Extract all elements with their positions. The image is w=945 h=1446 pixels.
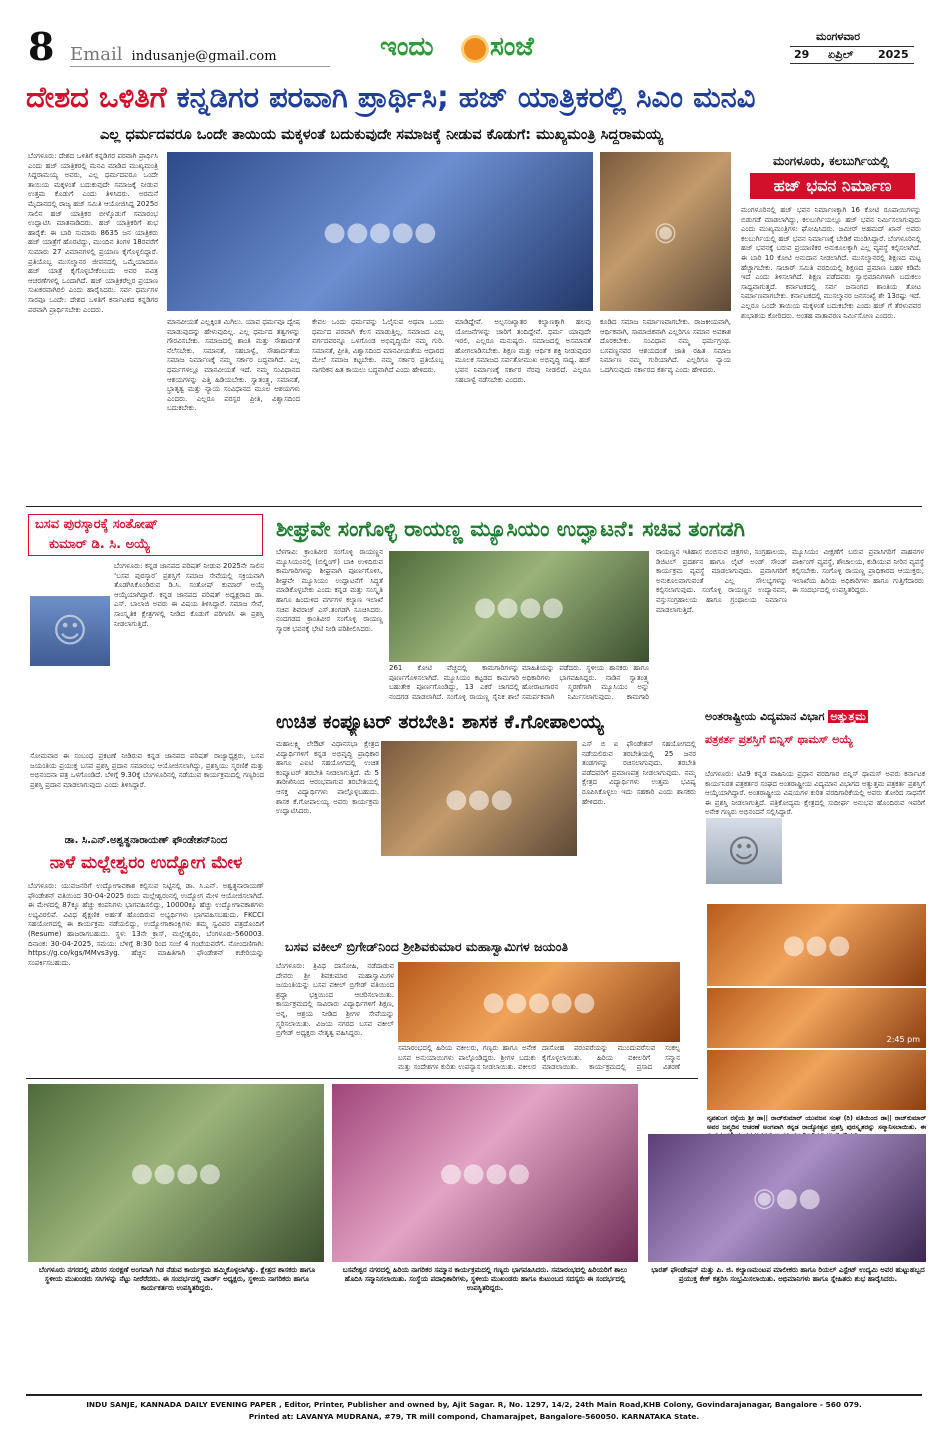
birthday-caption: ಭಾರತ್ ಫೌಂಡೇಷನ್ ಮತ್ತು ಪಿ. ಜಿ. ಕಲ್ಯಾಣಮಂಟಪ ಮಾಲೀಕರು ಹಾಗೂ ರಿಯಲ್ ಎಸ್ಟೇಟ್ ಉದ್ಯಮಿ ಅವರ ಹುಟ್ಟುಹಬ್ಬದ ಪ್ರಯುಕ್ತ ಕೇಕ್ ಕತ್ತರಿಸಿ ಸಂಭ್ರಮಿಸಲಾಯಿತು. ಅಭಿಮಾನಿಗಳು ಹಾಗೂ ಸ್ನೇಹಿತರು ಶುಭ ಹಾರೈಸಿದರು. [651, 1266, 925, 1283]
photo-timestamp: 2:45 pm [886, 1035, 920, 1044]
lead-column-4: ಮಾಡಿದ್ದೇವೆ. ಅಲ್ಪಸಂಖ್ಯಾತರ ಕಲ್ಯಾಣಕ್ಕಾಗಿ ಹಲವು ಯೋಜನೆಗಳನ್ನು ಜಾರಿಗೆ ತಂದಿದ್ದೇವೆ. ಧರ್ಮ ಯಾವುದೇ ಇರಲಿ, ಎಲ್ಲರೂ ಮನುಷ್ಯರು. ಸಮಾಜದಲ್ಲಿ ಅಸಮಾನತೆ ಹೋಗಲಾಡಿಸಬೇಕು. ಶಿಕ್ಷಣ ಮತ್ತು ಆರ್ಥಿಕ ಶಕ್ತಿ ನೀಡುವುದರ ಮೂಲಕ ಸಮಾಜದ ಸರ್ವತೋಮುಖ ಅಭಿವೃದ್ಧಿ ಸಾಧ್ಯ. ಹಜ್ ಭವನ ನಿರ್ಮಾಣಕ್ಕೆ ಸರ್ಕಾರ ನೆರವು ನೀಡಲಿದೆ. ಎಲ್ಲರೂ ಸಹಬಾಳ್ವೆ ನಡೆಸಬೇಕು ಎಂದರು. [455, 318, 591, 384]
shivakumar-column-1: ಬೆಂಗಳೂರು: ತ್ರಿವಿಧ ದಾಸೋಹಿ, ನಡೆದಾಡುವ ದೇವರು ಶ್ರೀ ಶಿವಕುಮಾರ ಮಹಾಸ್ವಾಮಿಗಳ ಜಯಂತಿಯನ್ನು ಬಸವ ವಕೀಲ್ ಬ್ರಿಗೇಡ್ ವತಿಯಿಂದ ಶ್ರದ್ಧಾ ಭಕ್ತಿಯಿಂದ ಆಚರಿಸಲಾಯಿತು. ಕಾರ್ಯಕ್ರಮದಲ್ಲಿ ಸಾವಿರಾರು ವಿದ್ಯಾರ್ಥಿಗಳಿಗೆ ಶಿಕ್ಷಣ, ಅನ್ನ, ಆಶ್ರಯ ನೀಡಿದ ಶ್ರೀಗಳ ಸೇವೆಯನ್ನು ಸ್ಮರಿಸಲಾಯಿತು. ವಿಜಯ ನಗರದ ಬಸವ ವಕೀಲ್ ಬ್ರಿಗೇಡ್ ಅಧ್ಯಕ್ಷರು ನೇತೃತ್ವ ವಹಿಸಿದ್ದರು. [276, 962, 394, 1038]
museum-column-1: ಬೆಳಗಾವಿ: ಕ್ರಾಂತಿವೀರ ಸಂಗೊಳ್ಳಿ ರಾಯಣ್ಣನ ಮ್ಯೂಸಿಯಂನಲ್ಲಿ (ಬಿಲ್ಡಿಂಗ್) ಬಾಕಿ ಉಳಿದಿರುವ ಕಾಮಗಾರಿಗಳನ್ನು ಶೀಘ್ರವಾಗಿ ಪೂರ್ಣಗೊಳಿಸಿ, ಶೀಘ್ರವೇ ಮ್ಯೂಸಿಯಂ ಉದ್ಘಾಟನೆಗೆ ಸಿದ್ಧತೆ ಮಾಡಿಕೊಳ್ಳಬೇಕು ಎಂದು ಕನ್ನಡ ಮತ್ತು ಸಂಸ್ಕೃತಿ ಹಾಗೂ ಹಿಂದುಳಿದ ವರ್ಗಗಳ ಕಲ್ಯಾಣ ಇಲಾಖೆ ಸಚಿವ ಶಿವರಾಜ್ ಎಸ್.ತಂಗಡಗಿ ಸೂಚಿಸಿದರು. ನಂದಗಡದ ಕ್ರಾಂತಿವೀರ ಸಂಗೊಳ್ಳಿ ರಾಯಣ್ಣ ಸ್ಮಾರಕ ಭವನಕ್ಕೆ ಭೇಟಿ ನೀಡಿ ಪರಿಶೀಲಿಸಿದರು. [276, 548, 383, 633]
computer-column-1: ಮಹಾಲಕ್ಷ್ಮಿ ಲೇಔಟ್ ವಿಧಾನಸಭಾ ಕ್ಷೇತ್ರದ ವಿದ್ಯಾರ್ಥಿಗಳಿಗೆ ಕನ್ನಡ ಅಭಿವೃದ್ಧಿ ಪ್ರಾಧಿಕಾರ ಹಾಗೂ ಎಐಟಿ ಸಹಯೋಗದಲ್ಲಿ ಉಚಿತ ಕಂಪ್ಯೂಟರ್ ತರಬೇತಿ ನೀಡಲಾಗುತ್ತಿದೆ. ಮೆ 5 ತಾರೀಖಿನಿಂದ ಆರಂಭವಾಗುವ ತರಬೇತಿಯಲ್ಲಿ ಆಸಕ್ತ ವಿದ್ಯಾರ್ಥಿಗಳು ಪಾಲ್ಗೊಳ್ಳಬಹುದು. ಶಾಸಕ ಕೆ.ಗೋಪಾಲಯ್ಯ ಅವರು ಕಾರ್ಯಕ್ರಮ ಉದ್ಘಾಟಿಸಿದರು. [276, 740, 379, 816]
udyoga-headline: ನಾಳೆ ಮಲ್ಲೇಶ್ವರಂ ಉದ್ಯೋಗ ಮೇಳ [49, 853, 243, 873]
group-photo-icon: ●●●● [439, 1158, 531, 1188]
person-icon: ☺ [727, 832, 761, 870]
basava-body-2: ಸೋಮವಾರ ಈ ಸಂಬಂಧ ಪ್ರಕಟಣೆ ನೀಡಿರುವ ಕನ್ನಡ ಜಾನಪದ ಪರಿಷತ್ ರಾಜ್ಯಾಧ್ಯಕ್ಷರು, ಬಸವ ಜಯಂತಿಯ ಪ್ರಯುಕ್ತ ಬಸವ ಪ್ರಶಸ್ತಿ ಪ್ರದಾನ ಸಮಾರಂಭ ಆಯೋಜಿಸಲಾಗಿದ್ದು, ಪ್ರಶಸ್ತಿಯು ಸ್ಮರಣಿಕೆ ಮತ್ತು ಅಭಿನಂದನಾ ಪತ್ರ ಒಳಗೊಂಡಿದೆ. ಬೆಳಿಗ್ಗೆ 9.30ಕ್ಕೆ ಬೆಂಗಳೂರಿನಲ್ಲಿ ನಡೆಯುವ ಕಾರ್ಯಕ್ರಮದಲ್ಲಿ ಗಣ್ಯರಿಂದ ಪ್ರಶಸ್ತಿ ಪ್ರದಾನ ಮಾಡಲಾಗುವುದು ಎಂದು ತಿಳಿಸಿದ್ದಾರೆ. [30, 752, 264, 789]
rajkumar-caption: ನೃಪತುಂಗ ರಸ್ತೆಯ ಶ್ರೀ ಡಾ|| ರಾಜ್‌ಕುಮಾರ್ ಯುವಜನ ಸಂಘ (ರಿ) ವತಿಯಿಂದ ಡಾ|| ರಾಜ್‌ಕುಮಾರ್ ಅವರ ಜನ್ಮದಿನ ಆಚರಣೆ ಅಂಗವಾಗಿ ಕನ್ನಡ ರಾಜ್ಯೋತ್ಸವ ಪ್ರಶಸ್ತಿ ಪುರಸ್ಕೃತರನ್ನು ಸನ್ಮಾನಿಸಲಾಯಿತು. ಈ [707, 1114, 926, 1131]
museum-visit-photo [389, 551, 649, 662]
date-month: ಏಪ್ರಿಲ್ [828, 48, 854, 61]
basava-headline-box [28, 514, 263, 556]
iaj-headline-part2: ಅತ್ಯುತ್ತಮ [830, 710, 866, 723]
lead-column-3: ಕೇವಲ ಒಂದು ಧರ್ಮವನ್ನು ಓಲೈಸುವ ಅಥವಾ ಒಂದು ಧರ್ಮದ ಪರವಾಗಿ ಕೆಲಸ ಮಾಡುತ್ತಿಲ್ಲ. ಸಮಾಜದ ಎಲ್ಲ ವರ್ಗದವರನ್ನೂ ಒಳಗೊಂಡ ಅಭಿವೃದ್ಧಿಯೇ ನಮ್ಮ ಗುರಿ. ಸಮಾನತೆ, ಪ್ರೀತಿ, ವಿಶ್ವಾಸದಿಂದ ಮಾನವೀಯತೆಯ ಆಧಾರದ ಮೇಲೆ ಸಮಾಜ ಕಟ್ಟಬೇಕು. ನಮ್ಮ ಸರ್ಕಾರ ಪ್ರತಿಯೊಬ್ಬ ನಾಗರಿಕನ ಹಿತ ಕಾಯಲು ಬದ್ಧವಾಗಿದೆ ಎಂದು ಹೇಳಿದರು. [312, 318, 444, 374]
birthday-celebration-photo [648, 1134, 926, 1262]
sun-icon [464, 38, 486, 60]
tree-planting-caption: ಬೆಂಗಳೂರು ನಗರದಲ್ಲಿ ಪರಿಸರ ಸಂರಕ್ಷಣೆ ಅಂಗವಾಗಿ ಗಿಡ ನೆಡುವ ಕಾರ್ಯಕ್ರಮ ಹಮ್ಮಿಕೊಳ್ಳಲಾಗಿತ್ತು. ಕ್ಷೇತ್ರದ ಶಾಸಕರು ಹಾಗೂ ಸ್ಥಳೀಯ ಮುಖಂಡರು ಸಸಿಗಳನ್ನು ನೆಟ್ಟು ನೀರೆರೆದರು. ಈ ಸಂದರ್ಭದಲ್ಲಿ ವಾರ್ಡ್ ಅಧ್ಯಕ್ಷರು, ಸ್ಥಳೀಯ ನಾಗರಿಕರು ಹಾಗೂ ಕಾರ್ಯಕರ್ತರು ಉಪಸ್ಥಿತರಿದ್ದರು. [38, 1266, 316, 1292]
senior-felicitation-caption: ಬಸವೇಶ್ವರ ನಗರದಲ್ಲಿ ಹಿರಿಯ ನಾಗರಿಕರ ಸಮ್ಮಾನ ಕಾರ್ಯಕ್ರಮದಲ್ಲಿ ಗಣ್ಯರು ಭಾಗವಹಿಸಿದರು. ಸಮಾರಂಭದಲ್ಲಿ ಹಿರಿಯರಿಗೆ ಶಾಲು ಹೊದಿಸಿ ಸನ್ಮಾನಿಸಲಾಯಿತು. ಸಂಸ್ಥೆಯ ಪದಾಧಿಕಾರಿಗಳು, ಸ್ಥಳೀಯ ಮುಖಂಡರು ಹಾಗೂ ಕುಟುಂಬದ ಸದಸ್ಯರು ಈ ಸಂದರ್ಭದಲ್ಲಿ ಉಪಸ್ಥಿತರಿದ್ದರು. [342, 1266, 628, 1292]
newspaper-logo [380, 30, 560, 74]
email-label: Email [70, 44, 123, 65]
computer-column-2: ಎಸ್ ಬಿ ಐ ಫೌಂಡೇಶನ್ ಸಹಯೋಗದಲ್ಲಿ ನಡೆಯಲಿರುವ ತರಬೇತಿಯಲ್ಲಿ 25 ಜನರ ತಂಡಗಳನ್ನು ರಚಿಸಲಾಗುವುದು. ತರಬೇತಿ ಪಡೆದವರಿಗೆ ಪ್ರಮಾಣಪತ್ರ ನೀಡಲಾಗುವುದು. ನಮ್ಮ ಕ್ಷೇತ್ರದ ವಿದ್ಯಾರ್ಥಿಗಳು ಉತ್ತಮ ಭವಿಷ್ಯ ರೂಪಿಸಿಕೊಳ್ಳಲು ಇದು ಸಹಕಾರಿ ಎಂದು ಶಾಸಕರು ಹೇಳಿದರು. [582, 740, 696, 806]
lead-headline [26, 78, 926, 118]
iaj-headline-line1 [705, 708, 925, 726]
senior-felicitation-photo [332, 1084, 638, 1262]
group-photo-icon: ●●●●● [482, 987, 596, 1017]
iaj-body: ಬೆಂಗಳೂರು: ಟಿವಿ9 ಕನ್ನಡ ವಾಹಿನಿಯ ಪ್ರಧಾನ ವರದಿಗಾರ ಬಿನ್ನಿಸ್ ಥಾಮಸ್ ಅವರು ಕರ್ನಾಟಕ ಕಾರ್ಯನಿರತ ಪತ್ರಕರ್ತರ ಸಂಘದ ಅಂತರಾಷ್ಟ್ರೀಯ ವಿದ್ಯಮಾನ ವಿಭಾಗದ ಅತ್ಯುತ್ತಮ ಪತ್ರಕರ್ತ ಪ್ರಶಸ್ತಿಗೆ ಆಯ್ಕೆಯಾಗಿದ್ದಾರೆ. ಅಂತರಾಷ್ಟ್ರೀಯ ವಿಷಯಗಳ ಕುರಿತ ವರದಿಗಾರಿಕೆಯಲ್ಲಿ ಅವರು ತೋರಿದ ಸಾಧನೆಗೆ ಈ ಪ್ರಶಸ್ತಿ ನೀಡಲಾಗುತ್ತಿದೆ. ಪತ್ರಿಕೋದ್ಯಮ ಕ್ಷೇತ್ರದಲ್ಲಿ ಸುದೀರ್ಘ ಅನುಭವ ಹೊಂದಿರುವ ಇವರಿಗೆ ಅನೇಕ ಗಣ್ಯರು ಅಭಿನಂದನೆ ಸಲ್ಲಿಸಿದ್ದಾರೆ. [705, 770, 925, 817]
email-address[interactable]: indusanje@gmail.com [131, 49, 277, 64]
group-photo-icon: ●●●●● [323, 216, 437, 247]
footer-rule [26, 1394, 922, 1396]
weekday: ಮಂಗಳವಾರ [816, 30, 861, 43]
basava-headline-line2: ಕುಮಾರ್ ಡಿ. ಸಿ. ಅಯ್ಯೆ [49, 537, 151, 552]
museum-column-3: ಮಾಹಿತಿಯನ್ನು ಪಡೆದರು. ಸ್ಥಳೀಯ ಶಾಸಕರು ಹಾಗೂ ಅಧಿಕಾರಿಗಳು ಭಾಗವಹಿಸಿದ್ದರು. ನಾಡಿನ ಸ್ವಾತಂತ್ರ್ಯ ಹೋರಾಟಗಾರನ ಸ್ಮರಣೆಗಾಗಿ ಮ್ಯೂಸಿಯಂ ಅನ್ನು ಸಮರ್ಪಕವಾಗಿ ನಿರ್ಮಿಸಲಾಗುವುದು. ಕಾಮಗಾರಿ [522, 664, 649, 701]
museum-column-2: 261 ಕೋಟಿ ವೆಚ್ಚದಲ್ಲಿ ಕಾಮಗಾರಿಗಳನ್ನು ಪೂರ್ಣಗೊಳಿಸಲಾಗಿದೆ. ಮ್ಯೂಸಿಯಂ ಕಟ್ಟಡದ ಕಾಮಗಾರಿ ಬಹುತೇಕ ಪೂರ್ಣಗೊಂಡಿದ್ದು, 13 ಎಕರೆ ಜಾಗದಲ್ಲಿ ನಂದಗಡ ಮಾಡಲಾಗಿದೆ. ಸಂಗೊಳ್ಳಿ ರಾಯಣ್ಣ ಸೈನಿಕ ಶಾಲೆ [389, 664, 519, 701]
rajkumar-collage-photo-3 [707, 1050, 926, 1110]
hajbhavan-body: ಮಂಗಳೂರಿನಲ್ಲಿ ಹಜ್ ಭವನ ನಿರ್ಮಾಣಕ್ಕಾಗಿ 16 ಕೋಟಿ ರೂಪಾಯಿಗಳನ್ನು ಬಿಡುಗಡೆ ಮಾಡಲಾಗಿದ್ದು, ಕಲಬುರ್ಗಿಯಲ್ಲೂ ಹಜ್ ಭವನ ನಿರ್ಮಿಸಲಾಗುವುದು ಎಂದು ಮುಖ್ಯಮಂತ್ರಿಗಳು ಘೋಷಿಸಿದರು. ಜಮೀರ್ ಅಹಮದ್ ಖಾನ್ ಅವರು ಕಲಬುರ್ಗಿಯಲ್ಲಿ ಹಜ್ ಭವನ ನಿರ್ಮಾಣಕ್ಕೆ ಬೇಡಿಕೆ ಮಂಡಿಸಿದ್ದಾರೆ. ಬೆಂಗಳೂರಿನಲ್ಲಿ ಹಜ್ ಭವನಕ್ಕೆ ಬರುವ ಪ್ರಯಾಣಿಕರ ಅನುಕೂಲಕ್ಕಾಗಿ ಎಲ್ಲ ವ್ಯವಸ್ಥೆ ಕಲ್ಪಿಸಲಾಗಿದೆ. ಈ ಬಾರಿ 10 ಕೋಟಿ ಅನುದಾನ ನೀಡಲಾಗಿದೆ. ಮುಸಲ್ಮಾನರಲ್ಲಿ ಶಿಕ್ಷಣದ ಮಟ್ಟ ಹೆಚ್ಚಾಗಬೇಕು. ಸಾಚಾರ್ ಸಮಿತಿ ವರದಿಯಲ್ಲಿ ಶಿಕ್ಷಣದ ಪ್ರಮಾಣ ಬಹಳ ಕಡಿಮೆ ಇದೆ ಎಂದು ತಿಳಿಸಲಾಗಿದೆ. ಶಿಕ್ಷಣ ಪಡೆದವರು ಸ್ವಾಭಿಮಾನಿಗಳಾಗಿ ಬದುಕಲು ಸಾಧ್ಯವಾಗುತ್ತದೆ. ಕರ್ನಾಟಕದಲ್ಲಿ ಸರ್ವ ಜನಾಂಗದ ಶಾಂತಿಯ ತೋಟ ನಿರ್ಮಾಣವಾಗಬೇಕು. ಕರ್ನಾಟಕದಲ್ಲಿ ಮುಸಲ್ಮಾನರ ಜನಸಂಖ್ಯೆ ಶೇ 13ರಷ್ಟು ಇದೆ. ಎಲ್ಲರೂ ಒಂದೇ ತಾಯಿಯ ಮಕ್ಕಳಂತೆ ಬದುಕಬೇಕು ಎಂದು ಹಜ್ ಗೆ ತೆರಳುವವರ ಶುಭಾಶಯ ಕೋರಿದರು. ಅಂತಹ ವಾತಾವರಣ ನಿರ್ಮಿಸೋಣ ಎಂದರು. [741, 206, 921, 320]
udyoga-kicker: ಡಾ. ಸಿ.ಎನ್.ಅಶ್ವತ್ಥನಾರಾಯಣ್ ಫೌಂಡೇಶನ್‌ನಿಂದ [64, 835, 228, 846]
rajkumar-collage-photo-1 [707, 904, 926, 986]
iaj-headline-part4: ಬಿನ್ನಿಸ್ ಥಾಮಸ್ ಅಯ್ಯೆ [769, 733, 854, 746]
logo-left-text: ಇಂದು [380, 32, 434, 62]
iaj-headline-box [705, 708, 925, 768]
lead-column-2: ಮಾನವೀಯತೆ ಎಲ್ಲಕ್ಕಿಂತ ಮಿಗಿಲು. ಯಾವ ಧರ್ಮವೂ ದ್ವೇಷ ಮಾಡುವುದನ್ನು ಹೇಳುವುದಿಲ್ಲ. ಎಲ್ಲ ಧರ್ಮದ ತತ್ವಗಳನ್ನು ಗೌರವಿಸಬೇಕು. ಸಮಾಜದಲ್ಲಿ ಶಾಂತಿ ಮತ್ತು ಸೌಹಾರ್ದತೆ ನೆಲೆಸಬೇಕು. ಸಮಾನತೆ, ಸಹಬಾಳ್ವೆ, ಸೌಹಾರ್ದತೆಯ ಸಮಾಜ ನಿರ್ಮಾಣಕ್ಕೆ ನಮ್ಮ ಸರ್ಕಾರ ಬದ್ಧವಾಗಿದೆ. ಎಲ್ಲ ಧರ್ಮಗಳಲ್ಲೂ ಮಾನವೀಯತೆ ಇದೆ. ನಮ್ಮ ಸಂವಿಧಾನದ ಆಶಯಗಳನ್ನು ಎತ್ತಿ ಹಿಡಿಯಬೇಕು. ಸ್ವಾತಂತ್ರ್ಯ, ಸಮಾನತೆ, ಭ್ರಾತೃತ್ವ ಮತ್ತು ನ್ಯಾಯ ಸಂವಿಧಾನದ ಮೂಲ ಆಶಯಗಳು ಎಂದರು. ಎಲ್ಲರೂ ಪರಸ್ಪರ ಪ್ರೀತಿ, ವಿಶ್ವಾಸದಿಂದ ಬದುಕಬೇಕು. [167, 318, 300, 413]
shivakumar-column-2: ಸಮಾರಂಭದಲ್ಲಿ ಹಿರಿಯ ವಕೀಲರು, ಗಣ್ಯರು ಹಾಗೂ ಅನೇಕ ಬಸವ ಅನುಯಾಯಿಗಳು ಪಾಲ್ಗೊಂಡಿದ್ದರು. ಶ್ರೀಗಳ ಬದುಕು ಮತ್ತು ಸಂದೇಶಗಳ ಕುರಿತು ಉಪನ್ಯಾಸ ನೀಡಲಾಯಿತು. ವಕೀಲರ [398, 1044, 536, 1072]
museum-column-5: ಮ್ಯೂಸಿಯಂ ವೀಕ್ಷಣೆಗೆ ಬರುವ ಪ್ರವಾಸಿಗರಿಗೆ ವಾಹನಗಳ ಪಾರ್ಕಿಂಗ್ ವ್ಯವಸ್ಥೆ, ಶೌಚಾಲಯ, ಕುಡಿಯುವ ನೀರಿನ ವ್ಯವಸ್ಥೆ ಕಲ್ಪಿಸಬೇಕು. ಸಂಗೊಳ್ಳಿ ರಾಯಣ್ಣ ಪ್ರಾಧಿಕಾರದ ಆಯುಕ್ತರು, ಇಲಾಖೆಯ ಹಿರಿಯ ಅಧಿಕಾರಿಗಳು ಹಾಗೂ ಗುತ್ತಿಗೆದಾರರು ಈ ಸಂದರ್ಭದಲ್ಲಿ ಉಪಸ್ಥಿತರಿದ್ದರು. [792, 548, 924, 595]
basava-body-1: ಬೆಂಗಳೂರು: ಕನ್ನಡ ಜಾನಪದ ಪರಿಷತ್ ನೀಡುವ 2025ನೇ ಸಾಲಿನ ‘ಬಸವ ಪುರಸ್ಕಾರ’ ಪ್ರಶಸ್ತಿಗೆ ಸಮಾಜ ಸೇವೆಯಲ್ಲಿ ಸಕ್ರಿಯವಾಗಿ ತೊಡಗಿಸಿಕೊಂಡಿರುವ ಡಿ.ಸಿ. ಸಂತೋಷ್ ಕುಮಾರ್ ಅಯ್ಯೆ ಆಯ್ಕೆಯಾಗಿದ್ದಾರೆ. ಕನ್ನಡ ಜಾನಪದ ಪರಿಷತ್ ಅಧ್ಯಕ್ಷರಾದ ಡಾ. ಎಸ್. ಬಾಲಾಜಿ ಅವರು ಈ ವಿಷಯ ತಿಳಿಸಿದ್ದಾರೆ. ಸಮಾಜ ಸೇವೆ, ಸಾಂಸ್ಕೃತಿಕ ಕ್ಷೇತ್ರಗಳಲ್ಲಿ ನೀಡಿದ ಕೊಡುಗೆ ಪರಿಗಣಿಸಿ ಈ ಪ್ರಶಸ್ತಿ ನೀಡಲಾಗುತ್ತಿದೆ. [114, 562, 264, 628]
museum-column-4: ರಾಯಣ್ಣನ ಇತಿಹಾಸ ಬಿಂಬಿಸುವ ಚಿತ್ರಗಳು, ಸಂಗ್ರಹಾಲಯ, ಡಿಜಿಟಲ್ ಪ್ರದರ್ಶನ ಹಾಗೂ ಲೈಟ್ ಅಂಡ್ ಸೌಂಡ್ ಕಾರ್ಯಕ್ರಮ ವ್ಯವಸ್ಥೆ ಮಾಡಲಾಗುವುದು. ಪ್ರವಾಸಿಗರಿಗೆ ಅನುಕೂಲವಾಗುವಂತೆ ಎಲ್ಲ ಸೌಲಭ್ಯಗಳನ್ನು ಕಲ್ಪಿಸಲಾಗುವುದು. ಸಂಗೊಳ್ಳಿ ರಾಯಣ್ಣನ ಉದ್ಯಾನವನ, ವಸ್ತುಸಂಗ್ರಹಾಲಯ ಹಾಗೂ ಗ್ರಂಥಾಲಯ ನಿರ್ಮಾಣ ಮಾಡಲಾಗುತ್ತಿದೆ. [656, 548, 787, 614]
officials-photo-icon: ●●●● [473, 591, 565, 622]
museum-headline: ಶೀಘ್ರವೇ ಸಂಗೊಳ್ಳಿ ರಾಯಣ್ಣ ಮ್ಯೂಸಿಯಂ ಉದ್ಘಾಟನೆ: ಸಚಿವ ತಂಗಡಗಿ [276, 517, 745, 541]
footer-imprint-2: Printed at: LAVANYA MUDRANA, #79, TR mill compond, Chamarajpet, Bangalore-560050. KARNATAKA State. [248, 1412, 700, 1421]
hajbhavan-kicker: ಮಂಗಳೂರು, ಕಲಬುರ್ಗಿಯಲ್ಲಿ [772, 154, 890, 168]
group-photo-icon: ●●●● [130, 1158, 222, 1188]
lead-headline-red: ದೇಶದ ಒಳಿತಿಗೆ [26, 80, 167, 114]
logo-right-text: ಸಂಜೆ [490, 32, 534, 62]
date-day: 29 [794, 48, 810, 61]
santhosh-portrait [30, 596, 110, 666]
binnis-portrait [706, 818, 782, 884]
cake-icon: ◉●● [752, 1183, 822, 1213]
hajj-stage-photo [167, 152, 593, 311]
basava-headline-line1: ಬಸವ ಪುರಸ್ಕಾರಕ್ಕೆ ಸಂತೋಷ್ [35, 517, 158, 532]
email-line [70, 44, 330, 68]
shivakumar-headline: ಬಸವ ವಕೀಲ್ ಬ್ರಿಗೇಡ್‌ನಿಂದ ಶ್ರೀಶಿವಕುಮಾರ ಮಹಾಸ್ವಾಮಿಗಳ ಜಯಂತಿ [285, 939, 568, 954]
page-number: 8 [28, 27, 55, 67]
date-year: 2025 [878, 48, 909, 61]
section-divider [26, 1078, 698, 1079]
footer-imprint-1: INDU SANJE, KANNADA DAILY EVENING PAPER , Editor, Printer, Publisher and owned by, Ajit Sagar. R, No. 1297, 14/2, 24th Main Road,KHB Colony, Govindarajanagar, Bangalore - 560 079. [86, 1400, 862, 1409]
udyoga-body: ಬೆಂಗಳೂರು: ಯುವಜನರಿಗೆ ಉದ್ಯೋಗಾವಕಾಶ ಕಲ್ಪಿಸುವ ನಿಟ್ಟಿನಲ್ಲಿ ಡಾ. ಸಿ.ಎನ್. ಅಶ್ವತ್ಥನಾರಾಯಣ್ ಫೌಂಡೇಶನ್ ವತಿಯಿಂದ 30-04-2025 ರಂದು ಮಲ್ಲೇಶ್ವರಂನಲ್ಲಿ ಉದ್ಯೋಗ ಮೇಳ ಆಯೋಜಿಸಲಾಗಿದೆ. ಈ ಮೇಳದಲ್ಲಿ 87ಕ್ಕೂ ಹೆಚ್ಚು ಕಂಪನಿಗಳು ಭಾಗವಹಿಸಲಿದ್ದು, 10000ಕ್ಕೂ ಹೆಚ್ಚು ಉದ್ಯೋಗಾವಕಾಶಗಳು ಲಭ್ಯವಿರಲಿವೆ. ವಿವಿಧ ಶೈಕ್ಷಣಿಕ ಅರ್ಹತೆ ಹೊಂದಿರುವ ಅಭ್ಯರ್ಥಿಗಳು ಭಾಗವಹಿಸಬಹುದು. FKCCI ಸಹಯೋಗದಲ್ಲಿ ಈ ಕಾರ್ಯಕ್ರಮ ನಡೆಯಲಿದ್ದು, ಉದ್ಯೋಗಾಕಾಂಕ್ಷಿಗಳು ತಮ್ಮ ಸ್ವವಿವರ ಪತ್ರದೊಂದಿಗೆ (Resume) ಹಾಜರಾಗಬಹುದು. ಸ್ಥಳ: 13ನೇ ಕ್ರಾಸ್, ಮಲ್ಲೇಶ್ವರಂ, ಬೆಂಗಳೂರು-560003. ದಿನಾಂಕ: 30-04-2025, ಸಮಯ: ಬೆಳಿಗ್ಗೆ 8:30 ರಿಂದ ಸಂಜೆ 4 ಗಂಟೆಯವರೆಗೆ. ನೋಂದಣಿಗಾಗಿ: https://g.co/kgs/MMvs3yg. ಹೆಚ್ಚಿನ ಮಾಹಿತಿಗಾಗಿ ಫೌಂಡೇಶನ್ ಕಚೇರಿಯನ್ನು ಸಂಪರ್ಕಿಸಬಹುದು. [28, 882, 264, 967]
cm-speech-photo [600, 152, 731, 311]
lead-column-5: ಕೂಡಿದ ಸಮಾಜ ನಿರ್ಮಾಣವಾಗಬೇಕು. ರಾಜಕೀಯವಾಗಿ, ಆರ್ಥಿಕವಾಗಿ, ಸಾಮಾಜಿಕವಾಗಿ ಎಲ್ಲರಿಗೂ ಸಮಾನ ಅವಕಾಶ ದೊರಕಬೇಕು. ಸಂವಿಧಾನ ನಮ್ಮ ಧರ್ಮಗ್ರಂಥ. ಬಸವಣ್ಣನವರ ಆಶಯದಂತೆ ಜಾತಿ ರಹಿತ ಸಮಾಜ ನಿರ್ಮಾಣ ನಮ್ಮ ಗುರಿಯಾಗಿದೆ. ಎಲ್ಲರಿಗೂ ನ್ಯಾಯ ಒದಗಿಸುವುದು ಸರ್ಕಾರದ ಕರ್ತವ್ಯ ಎಂದು ಹೇಳಿದರು. [600, 318, 731, 374]
speaker-photo-icon: ◉ [654, 216, 677, 247]
lead-headline-blue: ಕನ್ನಡಿಗರ ಪರವಾಗಿ ಪ್ರಾರ್ಥಿಸಿ; ಹಜ್ ಯಾತ್ರಿಕರಲ್ಲಿ ಸಿಎಂ ಮನವಿ [176, 80, 756, 114]
computer-event-photo [381, 741, 577, 856]
lead-column-1: ಬೆಂಗಳೂರು: ದೇಶದ ಒಳಿತಿಗೆ ಕನ್ನಡಿಗರ ಪರವಾಗಿ ಪ್ರಾರ್ಥಿಸಿ ಎಂದು ಹಜ್ ಯಾತ್ರಿಕರಲ್ಲಿ ಮನವಿ ಮಾಡಿದ ಮುಖ್ಯಮಂತ್ರಿ ಸಿದ್ದರಾಮಯ್ಯ ಅವರು, ಎಲ್ಲ ಧರ್ಮದವರೂ ಒಂದೇ ತಾಯಿಯ ಮಕ್ಕಳಂತೆ ಬದುಕುವುದೇ ಸಮಾಜಕ್ಕೆ ನೀಡುವ ಉತ್ತಮ ಕೊಡುಗೆ ಎಂದು ತಿಳಿಸಿದರು. ಅರಮನೆ ಮೈದಾನದಲ್ಲಿ ರಾಜ್ಯ ಹಜ್ ಸಮಿತಿ ಆಯೋಜಿಸಿದ್ದ 2025ರ ಸಾಲಿನ ಹಜ್ ಯಾತ್ರಿಕರ ಬೀಳ್ಕೊಡುಗೆ ಸಮಾರಂಭ ಉದ್ಘಾಟಿಸಿ ಮಾತನಾಡಿದರು. ಹಜ್ ಯಾತ್ರಿಕರಿಗೆ ಶುಭ ಹಾರೈಕೆ: ಈ ಬಾರಿ ಸುಮಾರು 8635 ಜನ ಯಾತ್ರಿಕರು ಹಜ್ ಯಾತ್ರೆಗೆ ಹೊರಟಿದ್ದು, ಮುಂದಿನ ತಿಂಗಳ 18ರವರೆಗೆ ಸುಮಾರು 27 ವಿಮಾನಗಳಲ್ಲಿ ಪ್ರಯಾಣ ಕೈಗೊಳ್ಳಲಿದ್ದಾರೆ. ಪ್ರತಿಯೊಬ್ಬ ಮುಸಲ್ಮಾನರ ಜೀವನದಲ್ಲಿ ಒಮ್ಮೆಯಾದರೂ ಹಜ್ ಯಾತ್ರೆ ಕೈಗೊಳ್ಳಬೇಕೆಂಬುದು ಅವರ ಪವಿತ್ರ ಆಚರಣೆಗಳಲ್ಲಿ ಒಂದಾಗಿದೆ. ಹಜ್ ಯಾತ್ರಿಕರೆಲ್ಲರ ಪ್ರಯಾಣ ಸುಖಕರವಾಗಿರಲಿ ಎಂದು ಹಾರೈಸಿದರು. ಸರ್ವ ಧರ್ಮಗಳ ಸಾರವೂ ಒಂದೇ: ದೇಶದ ಒಳಿತಿಗೆ ಕರ್ನಾಟಕದ ಕನ್ನಡಿಗರ ಪರವಾಗಿ ಪ್ರಾರ್ಥಿಸಬೇಕು ಎಂದರು. [28, 152, 158, 314]
group-photo-icon: ●●● [782, 930, 851, 960]
section-divider [26, 506, 922, 507]
tree-planting-photo [28, 1084, 324, 1262]
iaj-headline-part3: ಪತ್ರಕರ್ತ ಪ್ರಶಸ್ತಿಗೆ [705, 733, 766, 746]
computer-headline: ಉಚಿತ ಕಂಪ್ಯೂಟರ್ ತರಬೇತಿ: ಶಾಸಕ ಕೆ.ಗೋಪಾಲಯ್ಯ [276, 711, 604, 733]
hajbhavan-headline: ಹಜ್ ಭವನ ನಿರ್ಮಾಣ [750, 173, 915, 199]
date-box [776, 30, 916, 68]
shivakumar-column-3: ದಾಸೋಹ ಪರಂಪರೆಯನ್ನು ಮುಂದುವರೆಸುವ ಸಂಕಲ್ಪ ಕೈಗೊಳ್ಳಲಾಯಿತು. ಹಿರಿಯ ವಕೀಲರಿಗೆ ಸನ್ಮಾನ ಮಾಡಲಾಯಿತು. ಕಾರ್ಯಕ್ರಮದಲ್ಲಿ ಪ್ರಸಾದ ವಿತರಣೆ [542, 1044, 680, 1072]
event-photo-icon: ●●● [444, 783, 514, 814]
person-icon: ☺ [52, 611, 88, 651]
shivakumar-event-photo [398, 962, 680, 1042]
lead-subhead: ಎಲ್ಲ ಧರ್ಮದವರೂ ಒಂದೇ ತಾಯಿಯ ಮಕ್ಕಳಂತೆ ಬದುಕುವುದೇ ಸಮಾಜಕ್ಕೆ ನೀಡುವ ಕೊಡುಗೆ: ಮುಖ್ಯಮಂತ್ರಿ ಸಿದ್ದರಾಮಯ್ಯ [100, 127, 664, 143]
iaj-headline-part1: ಅಂತರಾಷ್ಟ್ರೀಯ ವಿದ್ಯಮಾನ ವಿಭಾಗ [705, 710, 825, 723]
masthead-rule [70, 66, 330, 67]
date-strip [790, 46, 914, 64]
iaj-headline-line2 [705, 730, 925, 750]
rajkumar-collage-photo-2 [707, 988, 926, 1048]
